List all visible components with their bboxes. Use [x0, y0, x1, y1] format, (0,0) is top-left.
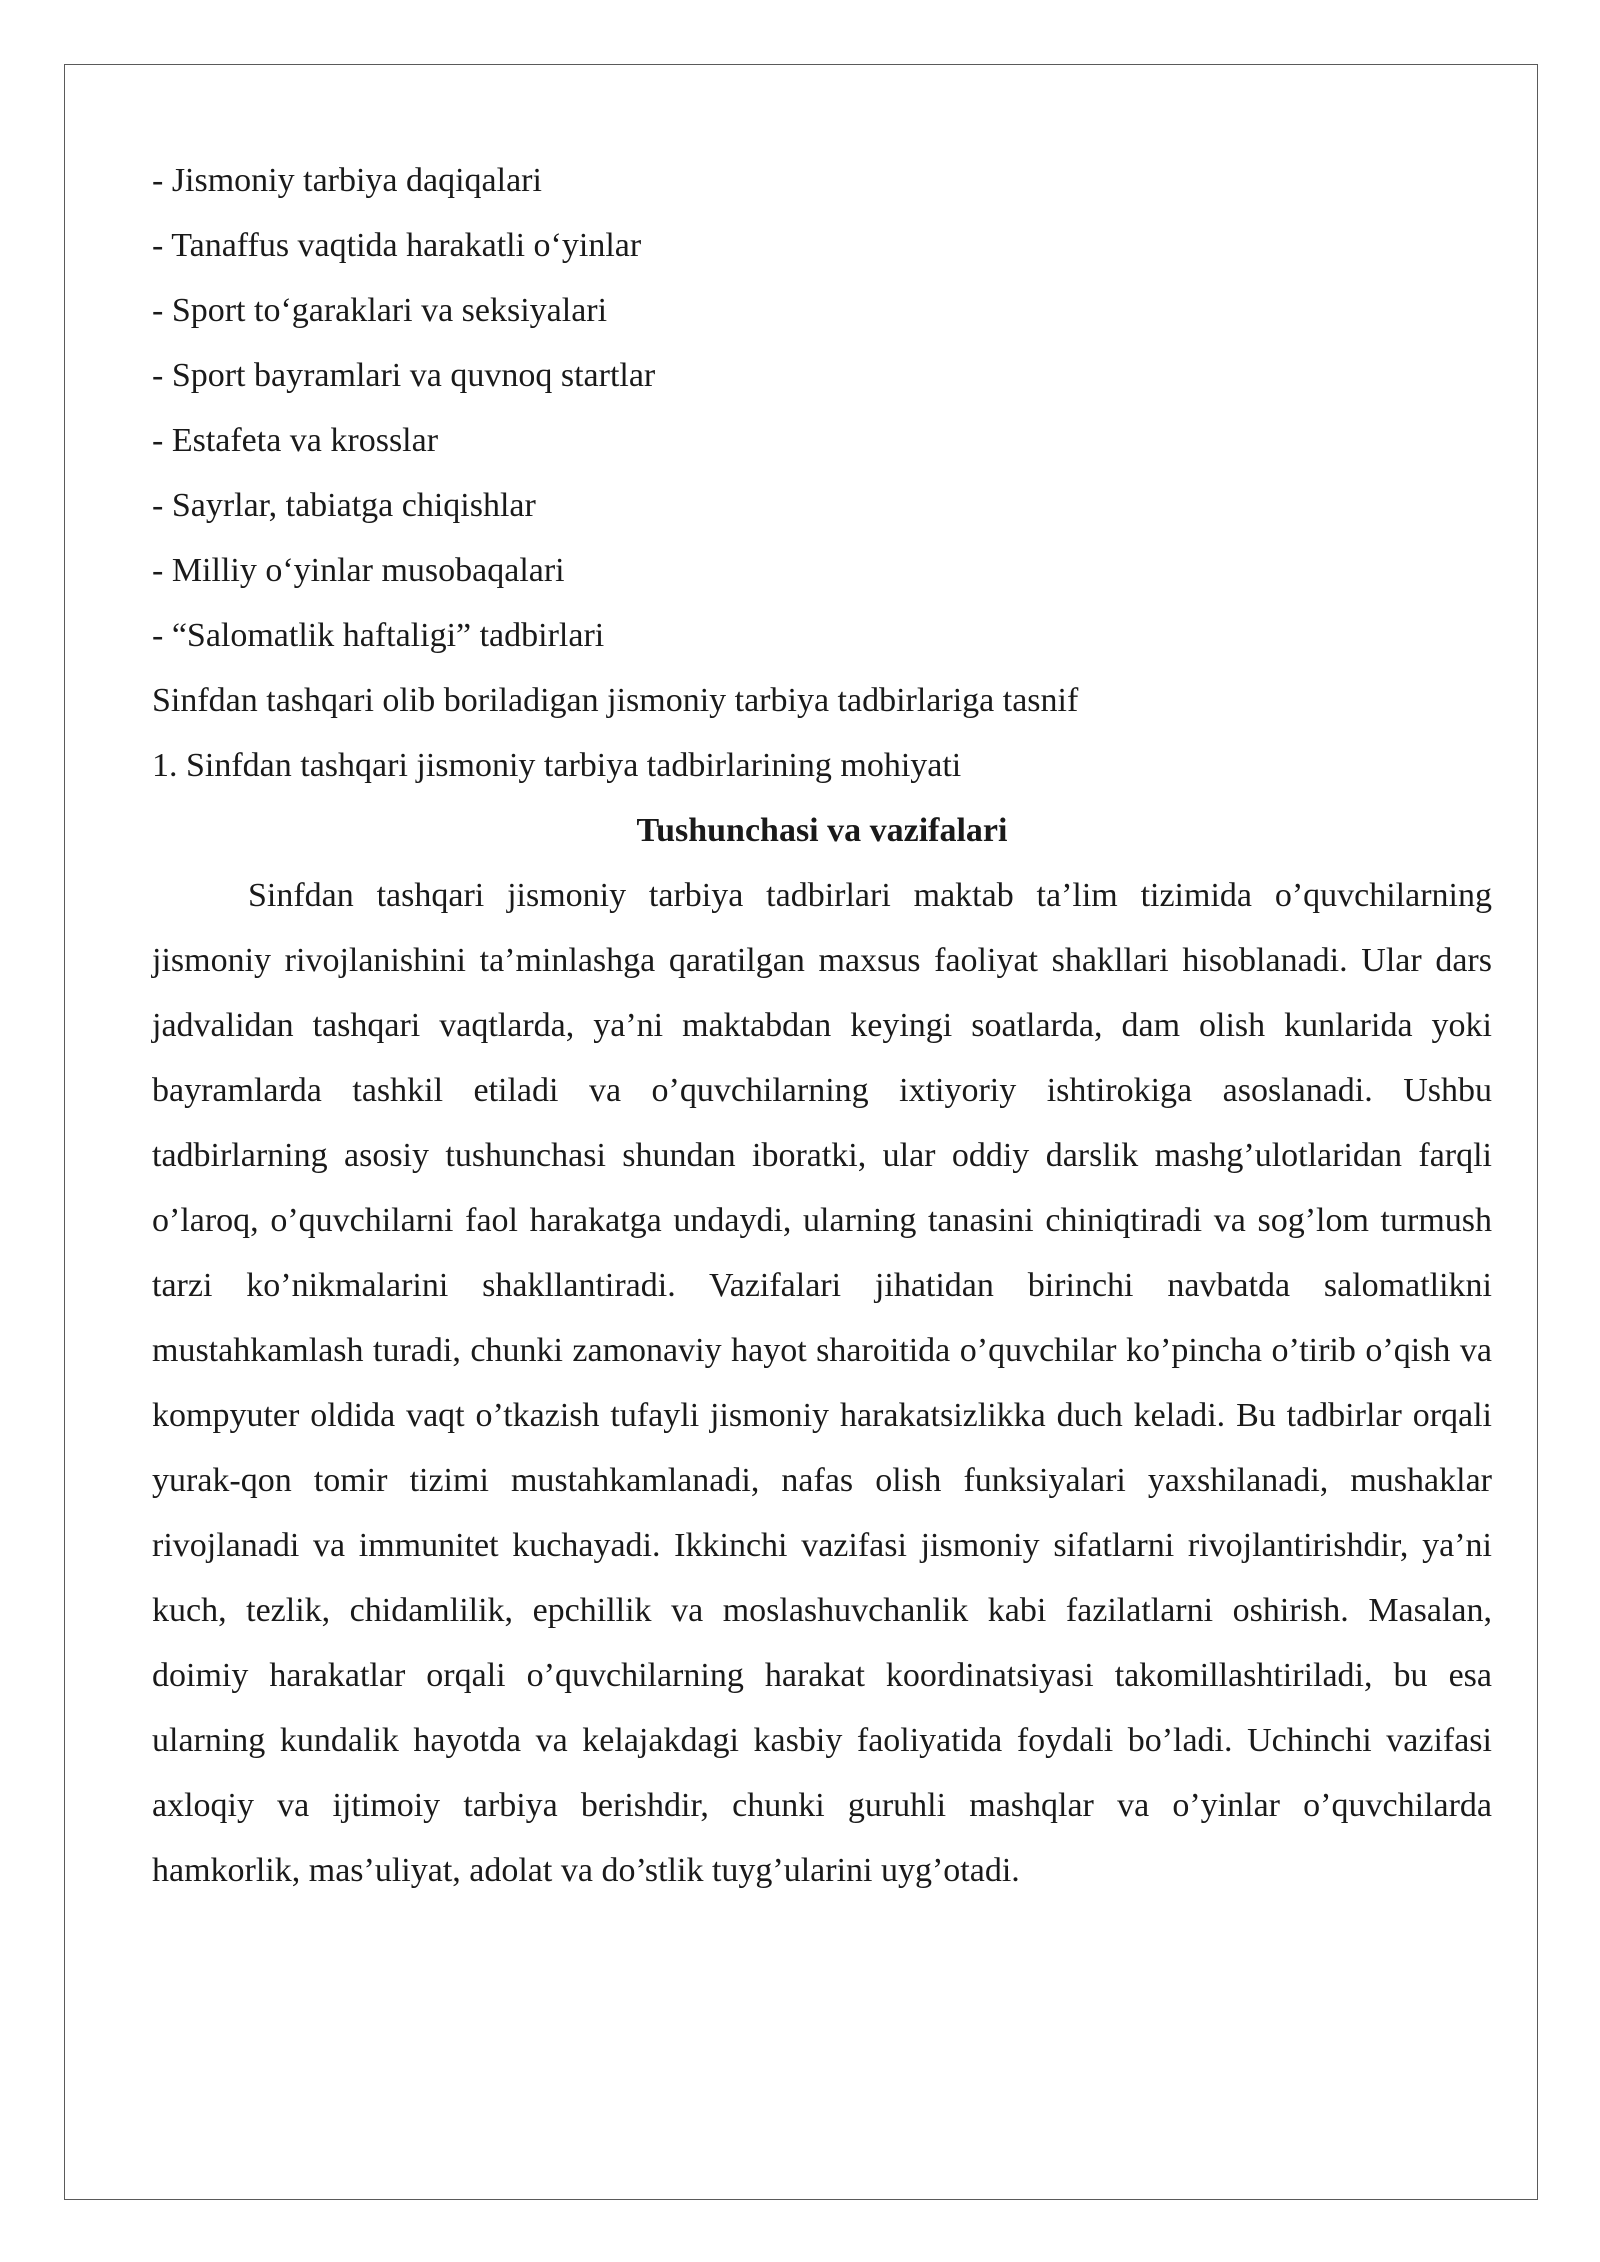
list-item: - Sayrlar, tabiatga chiqishlar [152, 487, 536, 524]
list-item: - Milliy o‘yinlar musobaqalari [152, 552, 565, 589]
body-paragraph: Sinfdan tashqari jismoniy tarbiya tadbirlari maktab ta’lim tizimida o’quvchilarning jismoniy rivojlanishini ta’minlashga qaratilgan maxsus faoliyat shakllari hisoblanadi. Ular dars jadvalidan tashqari vaqtlarda, ya’ni maktabdan keyingi soatlarda, dam olish kunlarida yoki bayramlarda tashkil etiladi va o’quvchilarning ixtiyoriy ishtirokiga asoslanadi. Ushbu tadbirlarning asosiy tushunchasi shundan iboratki, ular oddiy darslik mashg’ulotlaridan farqli o’laroq, o’quvchilarni faol harakatga undaydi, ularning tanasini chiniqtiradi va sog’lom turmush tarzi ko’nikmalarini shakllantiradi. Vazifalari jihatidan birinchi navbatda salomatlikni mustahkamlash turadi, chunki zamonaviy hayot sharoitida o’quvchilar ko’pincha o’tirib o’qish va kompyuter oldida vaqt o’tkazish tufayli jismoniy harakatsizlikka duch keladi. Bu tadbirlar orqali yurak-qon tomir tizimi mustahkamlanadi, nafas olish funksiyalari yaxshilanadi, mushaklar rivojlanadi va immunitet kuchayadi. Ikkinchi vazifasi jismoniy sifatlarni rivojlantirishdir, ya’ni kuch, tezlik, chidamlilik, epchillik va moslashuvchanlik kabi fazilatlarni oshirish. Masalan, doimiy harakatlar orqali o’quvchilarning harakat koordinatsiyasi takomillashtiriladi, bu esa ularning kundalik hayotda va kelajakdagi kasbiy faoliyatida foydali bo’ladi. Uchinchi vazifasi axloqiy va ijtimoiy tarbiya berishdir, chunki guruhli mashqlar va o’yinlar o’quvchilarda hamkorlik, mas’uliyat, adolat va do’stlik tuyg’ularini uyg’otadi. [152, 877, 1492, 1889]
document-content [152, 148, 1492, 1903]
subsection-title: 1. Sinfdan tashqari jismoniy tarbiya tadbirlarining mohiyati [152, 747, 962, 784]
list-item: - Jismoniy tarbiya daqiqalari [152, 162, 542, 199]
section-title: Sinfdan tashqari olib boriladigan jismoniy tarbiya tadbirlariga tasnif [152, 682, 1079, 719]
list-item: - Estafeta va krosslar [152, 422, 439, 459]
list-item: - “Salomatlik haftaligi” tadbirlari [152, 617, 605, 654]
list-item: - Sport bayramlari va quvnoq startlar [152, 357, 656, 394]
list-item: - Tanaffus vaqtida harakatli o‘yinlar [152, 227, 642, 264]
list-item: - Sport to‘garaklari va seksiyalari [152, 292, 608, 329]
heading: Tushunchasi va vazifalari [636, 812, 1008, 849]
